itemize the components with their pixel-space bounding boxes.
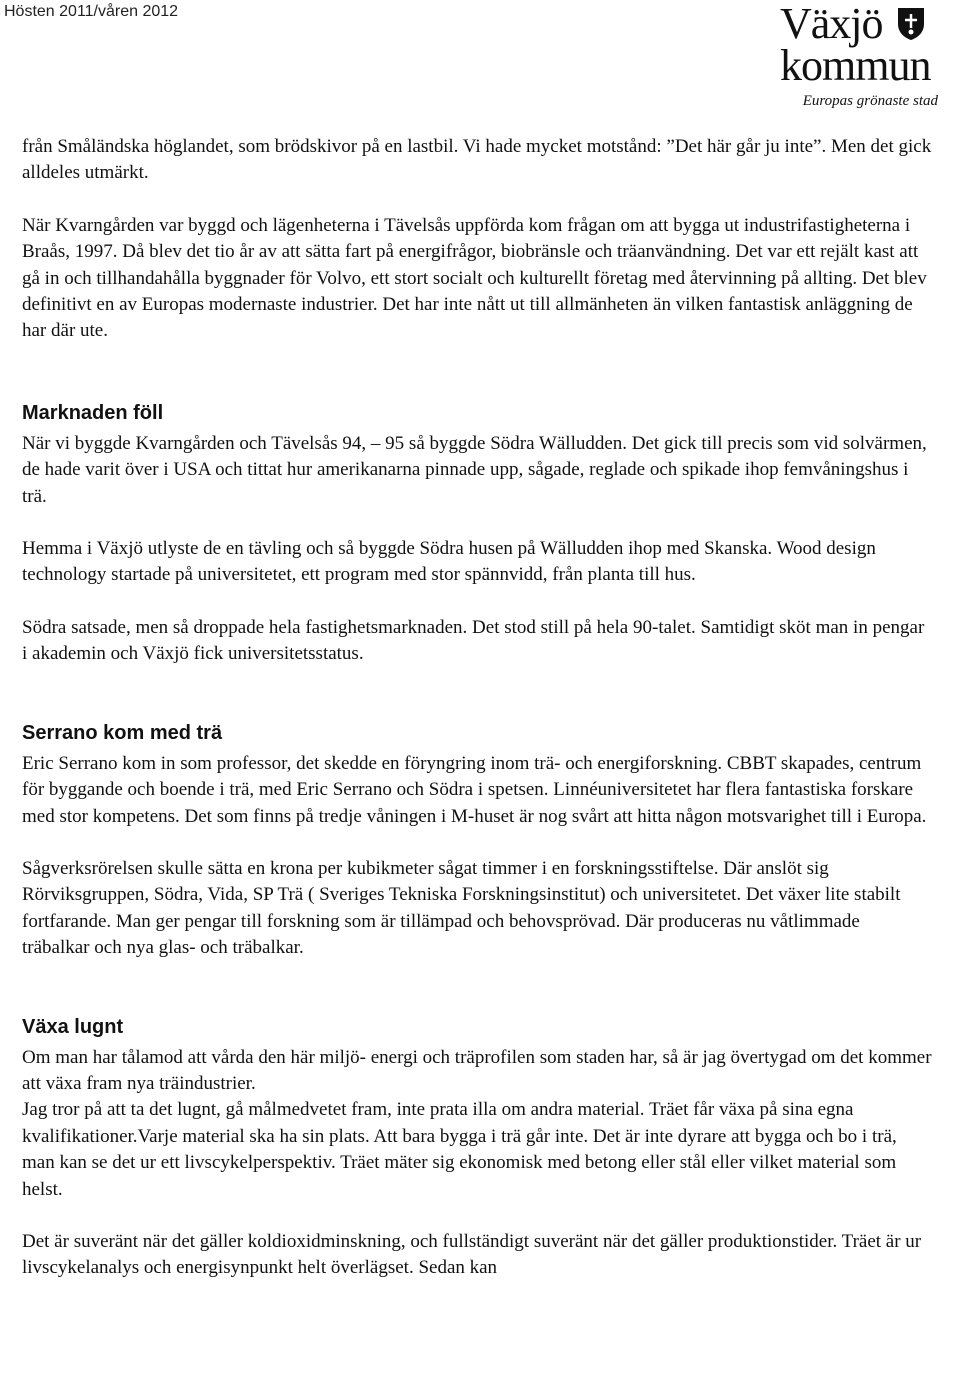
serrano-paragraph-1: Eric Serrano kom in som professor, det skedde en föryngring inom trä- och energiforskning. CBBT skapades, centrum för byggande och boende i trä, med Eric Serrano och Södra i spetsen. Linnéuniversitetet har flera fantastiska forskare med stor kompetens. Det som finns på tredje våningen i M-huset är nog svårt att hitta någon motsvarighet till i Europa.	[22, 752, 927, 827]
intro-paragraph-2: När Kvarngården var byggd och lägenheterna i Tävelsås uppförda kom frågan om att bygga ut industrifastigheterna i Braås, 1997. Då blev det tio år av att sätta fart på energifrågor, biobränsle och träanvändning. Det var ett rejält kast att gå in och tillhandahålla byggnader för Volvo, ett stort socialt och kulturellt företag med återvinning på allting. Det blev definitivt en av Europas modernaste industrier. Det har inte nått ut till allmänheten än vilken fantastisk anläggning de har där ute.	[22, 214, 927, 342]
serrano-paragraph-2: Sågverksrörelsen skulle sätta en krona per kubikmeter sågat timmer i en forskningsstiftelse. Där anslöt sig Rörviksgruppen, Södra, Vida, SP Trä ( Sveriges Tekniska Forskningsinstitut) och universitetet. Det växer lite stabilt fortfarande. Man ger pengar till forskning som är tillämpad och behovsprövad. Där produceras nu våtlimmade träbalkar och nya glas- och träbalkar.	[22, 857, 901, 959]
document-body	[22, 134, 932, 1282]
vaxa-lugnt-paragraph-1a: Om man har tålamod att vårda den här miljö- energi och träprofilen som staden har, så är jag övertygad om det kommer att växa fram nya träindustrier.	[22, 1046, 932, 1094]
coat-of-arms-icon	[896, 6, 926, 42]
vaxa-lugnt-paragraph-1b: Jag tror på att ta det lugnt, gå målmedvetet fram, inte prata illa om andra material. Träet får växa på sina egna kvalifikationer.Varje material ska ha sin plats. Att bara bygga i trä går inte. Det är inte dyrare att bygga och bo i trä, man kan se det ur ett livscykelperspektiv. Träet mäter sig ekonomisk med betong eller stål eller vilket material som helst.	[22, 1099, 897, 1200]
marknaden-paragraph-1: När vi byggde Kvarngården och Tävelsås 94, – 95 så byggde Södra Wälludden. Det gick till precis som vid solvärmen, de hade varit över i USA och tittat hur amerikanarna pinnade upp, sågade, reglade och spikade ihop femvåningshus i trä.	[22, 432, 927, 507]
section-heading-marknaden: Marknaden föll	[22, 401, 164, 424]
section-heading-serrano: Serrano kom med trä	[22, 721, 223, 744]
logo-tagline: Europas grönaste stad	[802, 93, 938, 109]
marknaden-paragraph-3: Södra satsade, men så droppade hela fastighetsmarknaden. Det stod still på hela 90-talet. Samtidigt sköt man in pengar i akademin och Växjö fick universitetsstatus.	[22, 616, 925, 665]
section-heading-vaxa-lugnt: Växa lugnt	[22, 1015, 124, 1038]
marknaden-paragraph-2: Hemma i Växjö utlyste de en tävling och så byggde Södra husen på Wälludden ihop med Skanska. Wood design technology startade på universitetet, ett program med stor spännvidd, från planta till hus.	[22, 538, 876, 586]
header-period: Hösten 2011/våren 2012	[4, 3, 179, 20]
intro-paragraph-1: från Småländska höglandet, som brödskivor på en lastbil. Vi hade mycket motstånd: ”Det här går ju inte”. Men det gick alldeles utmärkt.	[22, 136, 932, 184]
vaxa-lugnt-paragraph-2: Det är suveränt när det gäller koldioxidminskning, och fullständigt suveränt när det gäller produktionstider. Träet är ur livscykelanalys och energisynpunkt helt överlägset. Sedan kan	[22, 1230, 922, 1279]
vaxjo-kommun-logo	[780, 0, 958, 112]
logo-line-2: kommun	[780, 41, 931, 90]
logo-line-1: Växjö	[780, 0, 883, 48]
